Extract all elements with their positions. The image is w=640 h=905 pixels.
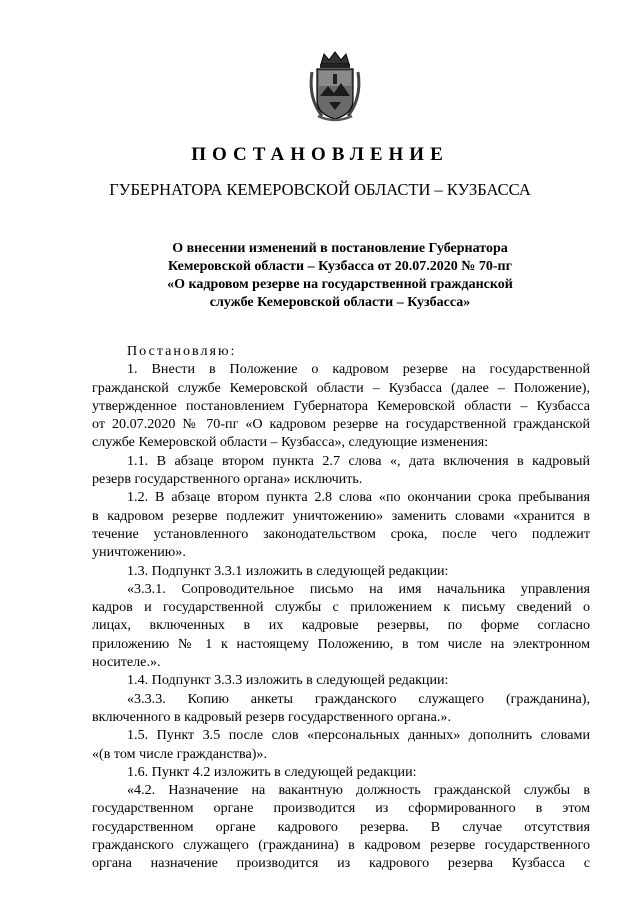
- body-line: носителе.».: [92, 654, 161, 671]
- body-line: органа назначение производится из кадрового резерва Кузбасса с: [92, 855, 590, 872]
- document-type-heading: ПОСТАНОВЛЕНИЕ: [191, 144, 449, 165]
- body-line: государственном органе производится из сформированного в этом: [92, 800, 590, 817]
- subject-line: О внесении изменений в постановление Губернатора: [172, 241, 508, 256]
- subject-line: «О кадровом резерве на государственной гражданской: [167, 277, 513, 292]
- issuer-heading: ГУБЕРНАТОРА КЕМЕРОВСКОЙ ОБЛАСТИ – КУЗБАССА: [109, 180, 531, 199]
- body-line: 1. Внести в Положение о кадровом резерве на государственной: [127, 361, 590, 378]
- body-line: 1.1. В абзаце втором пункта 2.7 слова «, дата включения в кадровый: [127, 452, 590, 469]
- body-line: от 20.07.2020 № 70-пг «О кадровом резерве на государственной гражданской: [92, 416, 590, 433]
- resolution-phrase: Постановляю:: [127, 343, 237, 359]
- body-line: резерв государственного органа» исключить.: [92, 471, 363, 488]
- body-line: государственном органе кадрового резерва. В случае отсутствия: [92, 818, 590, 835]
- body-line: 1.2. В абзаце втором пункта 2.8 слова «по окончании срока пребывания: [127, 489, 590, 506]
- body-line: 1.5. Пункт 3.5 после слов «персональных данных» дополнить словами: [127, 727, 590, 744]
- subject-line: службе Кемеровской области – Кузбасса»: [209, 295, 471, 310]
- body-line: службе Кемеровской области – Кузбасса», следующие изменения:: [92, 434, 489, 451]
- body-line: в кадровом резерве подлежит уничтожению» заменить словами «хранится в: [92, 507, 590, 524]
- body-line: кадров и государственной службы с приложением к письму сведений о: [92, 599, 590, 616]
- body-line: «(в том числе гражданства)».: [92, 745, 268, 762]
- subject-line: Кемеровской области – Кузбасса от 20.07.2020 № 70-пг: [168, 259, 512, 274]
- body-line: «3.3.3. Копию анкеты гражданского служащего (гражданина),: [127, 690, 590, 707]
- body-line: гражданского служащего (гражданина) в кадровом резерве государственного: [92, 837, 590, 854]
- body-line: включенного в кадровый резерв государственного органа.».: [92, 708, 451, 725]
- body-line: уничтожению».: [92, 544, 186, 561]
- coat-of-arms-icon: [308, 50, 362, 122]
- body-line: 1.4. Подпункт 3.3.3 изложить в следующей редакции:: [127, 672, 449, 689]
- body-line: 1.6. Пункт 4.2 изложить в следующей редакции:: [127, 763, 417, 780]
- document-subject: [140, 240, 540, 312]
- body-line: «4.2. Назначение на вакантную должность гражданской службы в: [127, 782, 590, 799]
- body-line: «3.3.1. Сопроводительное письмо на имя начальника управления: [127, 580, 590, 597]
- body-line: течение установленного законодательством срока, после чего подлежит: [92, 525, 590, 542]
- body-line: приложению № 1 к настоящему Положению, в том числе на электронном: [92, 635, 590, 652]
- body-line: лицах, включенных в их кадровые резервы, по форме согласно: [92, 617, 590, 634]
- body-line: утвержденное постановлением Губернатора Кемеровской области – Кузбасса: [92, 397, 590, 414]
- body-line: гражданской службе Кемеровской области – Кузбасса (далее – Положение),: [92, 379, 590, 396]
- document-body: [92, 342, 590, 873]
- body-line: 1.3. Подпункт 3.3.1 изложить в следующей редакции:: [127, 562, 449, 579]
